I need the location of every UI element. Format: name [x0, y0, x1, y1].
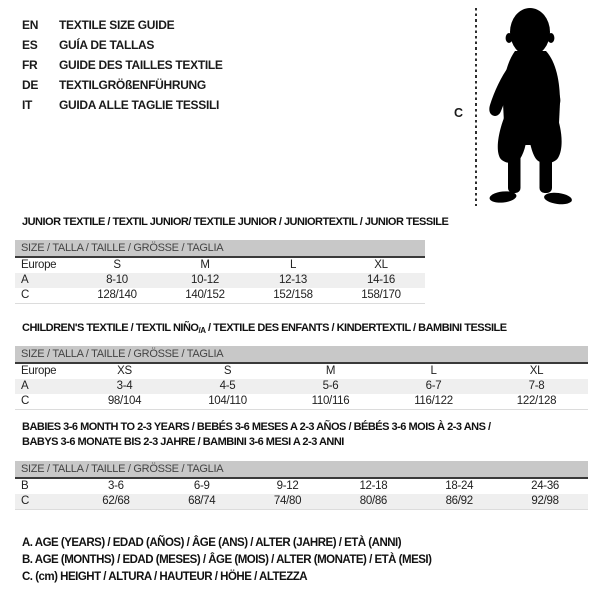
- figure-height-label: C: [454, 106, 464, 120]
- table-row: [15, 394, 588, 410]
- value-cell: 158/170: [361, 289, 401, 301]
- value-cell: 18-24: [445, 480, 474, 492]
- baby-leg-right: [540, 145, 553, 193]
- babies-title-line2: BABYS 3-6 MONATE BIS 2-3 JAHRE / BAMBINI 3-6 MESI A 2-3 ANNI: [22, 436, 344, 448]
- baby-ear-left: [506, 33, 513, 43]
- size-header-bar: SIZE / TALLA / TAILLE / GRÖSSE / TAGLIA: [15, 461, 588, 477]
- table-row: [15, 288, 425, 304]
- language-row: [22, 75, 223, 95]
- children-size-table: [15, 346, 588, 410]
- row-label-cell: C: [21, 495, 30, 507]
- language-title-list: [22, 15, 223, 115]
- junior-size-table: [15, 240, 425, 304]
- row-label-cell: B: [21, 480, 29, 492]
- language-title: TEXTILGRÖßENFÜHRUNG: [59, 78, 206, 92]
- value-cell: 10-12: [191, 274, 219, 286]
- value-cell: 68/74: [188, 495, 216, 507]
- junior-table: [15, 256, 425, 304]
- language-title: GUIDE DES TAILLES TEXTILE: [59, 58, 223, 72]
- value-cell: 5-6: [322, 380, 339, 392]
- table-header-row: [15, 363, 588, 379]
- table-row: [15, 478, 588, 494]
- language-code: FR: [22, 58, 38, 72]
- language-row: [22, 95, 223, 115]
- value-cell: 4-5: [219, 380, 236, 392]
- language-code: EN: [22, 18, 39, 32]
- column-header-cell: Europe: [21, 259, 57, 271]
- value-cell: 7-8: [528, 380, 545, 392]
- value-cell: 12-18: [359, 480, 388, 492]
- children-title-text: / TEXTILE DES ENFANTS / KINDERTEXTIL / BAMBINI TESSILE: [205, 322, 507, 334]
- babies-size-table: [15, 461, 588, 510]
- language-row: [22, 35, 223, 55]
- value-cell: 8-10: [106, 274, 128, 286]
- language-title: TEXTILE SIZE GUIDE: [59, 18, 175, 32]
- value-cell: 98/104: [107, 395, 142, 407]
- baby-shorts: [498, 113, 562, 163]
- value-cell: 152/158: [273, 289, 313, 301]
- column-header-cell: M: [325, 365, 336, 377]
- babies-table: [15, 477, 588, 510]
- column-header-cell: S: [223, 365, 232, 377]
- value-cell: 116/122: [414, 395, 453, 407]
- value-cell: 6-9: [193, 480, 210, 492]
- row-label-cell: A: [21, 380, 29, 392]
- value-cell: 128/140: [97, 289, 137, 301]
- column-header-cell: Europe: [21, 365, 57, 377]
- value-cell: 140/152: [185, 289, 225, 301]
- column-header-cell: XL: [374, 259, 388, 271]
- column-header-cell: L: [289, 259, 297, 271]
- value-cell: 3-4: [116, 380, 133, 392]
- row-label-cell: A: [21, 274, 29, 286]
- table-header-row: [15, 257, 425, 273]
- children-title-text: CHILDREN'S TEXTILE / TEXTIL NIÑO: [22, 322, 199, 334]
- size-header-bar: SIZE / TALLA / TAILLE / GRÖSSE / TAGLIA: [15, 346, 588, 362]
- babies-title-line1: BABIES 3-6 MONTH TO 2-3 YEARS / BEBÉS 3-6 MESES A 2-3 AÑOS / BÉBÉS 3-6 MOIS À 2-3 ANS /: [22, 421, 491, 433]
- value-cell: 122/128: [516, 395, 557, 407]
- language-title: GUÍA DE TALLAS: [59, 38, 155, 52]
- babies-table-title: [22, 420, 491, 450]
- column-header-cell: M: [200, 259, 210, 271]
- footnotes: [22, 535, 431, 587]
- note-line: C. (cm) HEIGHT / ALTURA / HAUTEUR / HÖHE / ALTEZZA: [22, 571, 308, 584]
- table-row: [15, 379, 588, 394]
- value-cell: 9-12: [276, 480, 299, 492]
- baby-foot-right: [543, 191, 572, 205]
- children-table-title: [22, 322, 507, 335]
- language-title: GUIDA ALLE TAGLIE TESSILI: [59, 98, 220, 112]
- children-title-subscript: /A: [198, 326, 206, 335]
- note-line: A. AGE (YEARS) / EDAD (AÑOS) / ÂGE (ANS) / ALTER (JAHRE) / ETÀ (ANNI): [22, 537, 402, 549]
- value-cell: 14-16: [367, 274, 395, 286]
- language-row: [22, 55, 223, 75]
- value-cell: 104/110: [208, 395, 247, 407]
- column-header-cell: L: [430, 365, 437, 377]
- value-cell: 24-36: [531, 480, 560, 492]
- table-row: [15, 273, 425, 288]
- junior-table-title: JUNIOR TEXTILE / TEXTIL JUNIOR/ TEXTILE JUNIOR / JUNIORTEXTIL / JUNIOR TESSILE: [22, 216, 449, 228]
- value-cell: 92/98: [531, 495, 559, 507]
- language-row: [22, 15, 223, 35]
- column-header-cell: XS: [117, 365, 132, 377]
- value-cell: 6-7: [425, 380, 442, 392]
- baby-ear-right: [548, 33, 555, 43]
- language-code: ES: [22, 38, 38, 52]
- size-header-bar: SIZE / TALLA / TAILLE / GRÖSSE / TAGLIA: [15, 240, 425, 256]
- column-header-cell: XL: [529, 365, 544, 377]
- language-code: IT: [22, 98, 33, 112]
- children-table: [15, 362, 588, 410]
- table-row: [15, 494, 588, 510]
- value-cell: 12-13: [279, 274, 307, 286]
- value-cell: 62/68: [102, 495, 130, 507]
- value-cell: 3-6: [108, 480, 124, 492]
- baby-silhouette: [484, 5, 588, 208]
- column-header-cell: S: [113, 259, 121, 271]
- height-dotted-line: [475, 8, 477, 206]
- value-cell: 110/116: [311, 395, 350, 407]
- row-label-cell: C: [21, 289, 30, 301]
- language-code: DE: [22, 78, 39, 92]
- value-cell: 86/92: [445, 495, 473, 507]
- baby-head: [510, 8, 550, 56]
- row-label-cell: C: [21, 395, 30, 407]
- baby-leg-left: [508, 145, 521, 193]
- note-line: B. AGE (MONTHS) / EDAD (MESES) / ÂGE (MOIS) / ALTER (MONATE) / ETÀ (MESI): [22, 554, 432, 567]
- value-cell: 74/80: [273, 495, 302, 507]
- value-cell: 80/86: [359, 495, 388, 507]
